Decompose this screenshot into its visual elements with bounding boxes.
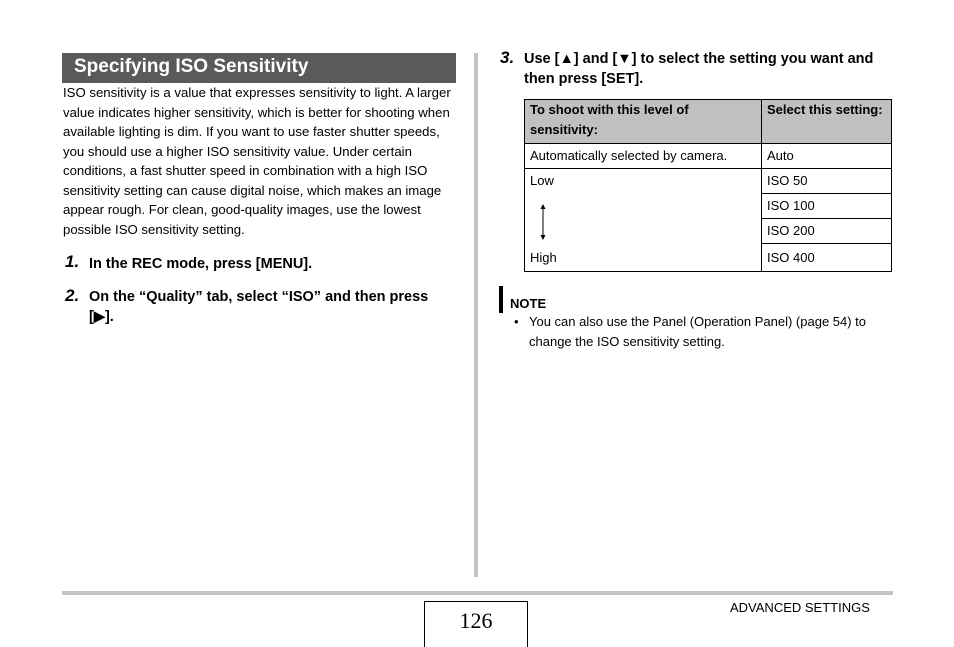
note-text: You can also use the Panel (Operation Panel) (page 54) to change the ISO sensitivity setting.	[529, 314, 867, 349]
page-number: 126	[424, 601, 528, 647]
table-header-sensitivity: To shoot with this level of sensitivity:	[525, 100, 762, 144]
footer-section-name: ADVANCED SETTINGS	[730, 600, 870, 615]
note-label: NOTE	[510, 296, 547, 311]
table-cell: Auto	[762, 144, 892, 169]
step-1-number: 1.	[65, 252, 80, 271]
iso-settings-table	[524, 99, 892, 272]
intro-paragraph: ISO sensitivity is a value that expresses sensitivity to light. A larger value indicates higher sensitivity, which is better for shooting when available lighting is dim. If you want to use faster shutter speeds, you should use a higher ISO sensitivity value. Under certain conditions, a fast shutter speed in combination with a high ISO sensitivity setting can cause digital noise, which makes an image appear rough. For clean, good-quality images, use the lowest possible ISO sensitivity setting.	[63, 85, 451, 237]
step-2-number: 2.	[65, 286, 80, 305]
table-row	[525, 169, 892, 194]
step-3-number: 3.	[500, 48, 515, 67]
step-3-text: Use [▲] and [▼] to select the setting you want and then press [SET].	[524, 51, 874, 87]
low-label: Low	[530, 173, 554, 188]
step-1-text: In the REC mode, press [MENU].	[89, 256, 313, 272]
bullet-icon: •	[514, 314, 519, 329]
table-row	[525, 144, 892, 169]
high-label: High	[530, 250, 557, 265]
column-divider	[474, 53, 478, 577]
up-down-arrow-icon	[535, 203, 551, 241]
table-cell: ISO 400	[762, 244, 892, 272]
table-cell: ISO 200	[762, 219, 892, 244]
footer-divider	[62, 591, 893, 595]
table-header-row	[525, 100, 892, 144]
step-2-text: On the “Quality” tab, select “ISO” and then press [▶].	[89, 289, 429, 325]
sensitivity-range-cell	[525, 169, 762, 272]
table-cell: ISO 100	[762, 194, 892, 219]
section-title: Specifying ISO Sensitivity	[62, 53, 456, 83]
table-header-setting: Select this setting:	[762, 100, 892, 144]
table-cell: Automatically selected by camera.	[525, 144, 762, 169]
table-cell: ISO 50	[762, 169, 892, 194]
note-marker	[499, 286, 503, 313]
